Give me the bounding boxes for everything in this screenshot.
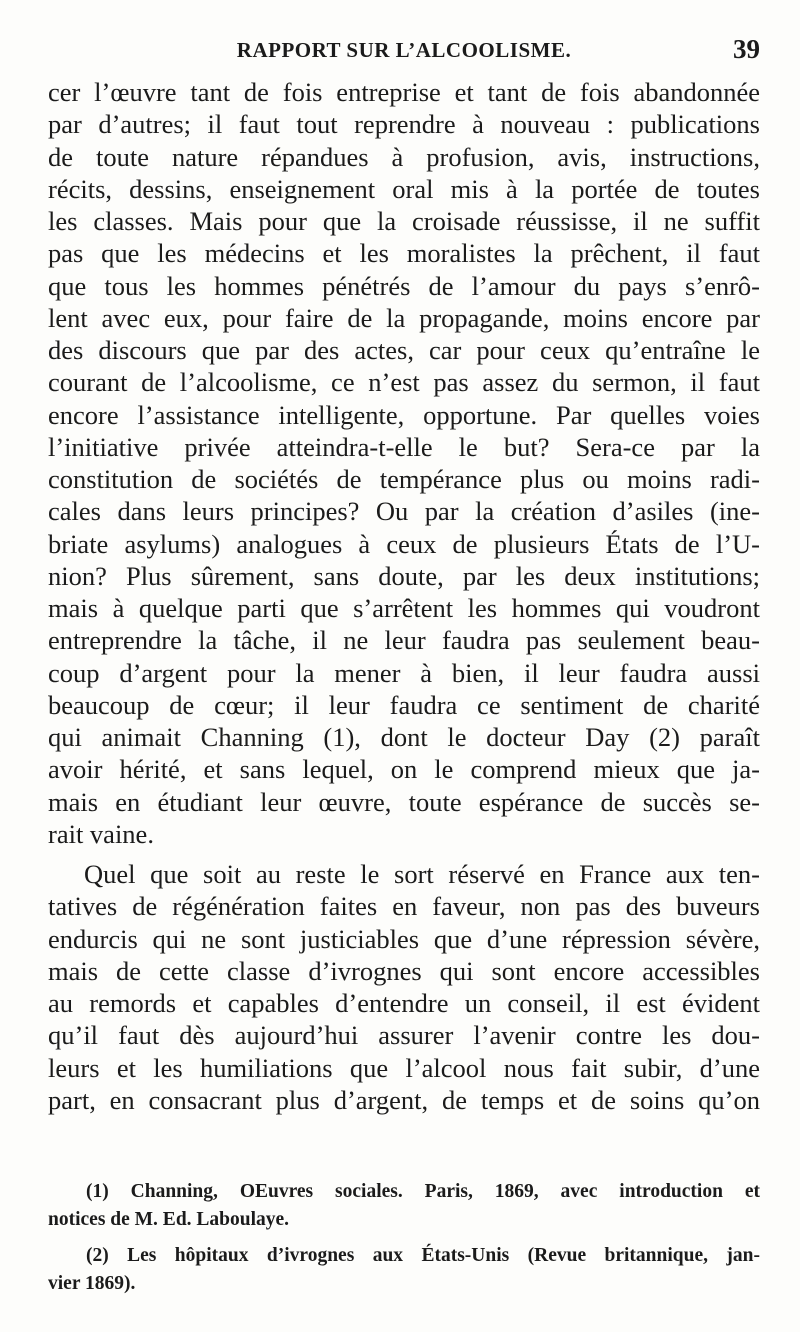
text-line: des discours que par des actes, car pour ceux qu’entraîne le bbox=[48, 335, 760, 365]
text-line: part, en consacrant plus d’argent, de temps et de soins qu’on bbox=[48, 1084, 760, 1115]
footnote-line: (2) Les hôpitaux d’ivrognes aux États-Unis (Revue britannique, jan- bbox=[86, 1245, 760, 1266]
running-title: RAPPORT SUR L’ALCOOLISME. bbox=[236, 38, 572, 62]
text-line: encore l’assistance intelligente, opportune. Par quelles voies bbox=[48, 399, 760, 430]
text-line: par d’autres; il faut tout reprendre à nouveau : publications bbox=[48, 109, 760, 140]
text-line: que tous les hommes pénétrés de l’amour du pays s’enrô- bbox=[48, 270, 760, 301]
text-line: récits, dessins, enseignement oral mis à la portée de toutes bbox=[48, 173, 760, 204]
text-line: mais à quelque parti que s’arrêtent les hommes qui voudront bbox=[48, 593, 760, 623]
page-number: 39 bbox=[733, 34, 760, 64]
text-line: avoir hérité, et sans lequel, on le comprend mieux que ja- bbox=[48, 754, 760, 785]
text-line: les classes. Mais pour que la croisade réussisse, il ne suffit bbox=[48, 206, 760, 236]
text-line: cales dans leurs principes? Ou par la création d’asiles (ine- bbox=[48, 496, 760, 527]
text-line: leurs et les humiliations que l’alcool nous fait subir, d’une bbox=[48, 1052, 760, 1083]
text-line: constitution de sociétés de tempérance plus ou moins radi- bbox=[48, 464, 760, 494]
text-line: de toute nature répandues à profusion, avis, instructions, bbox=[48, 141, 760, 172]
footnote-line: (1) Channing, OEuvres sociales. Paris, 1869, avec introduction et bbox=[86, 1181, 760, 1202]
text-line: endurcis qui ne sont justiciables que d’une répression sévère, bbox=[48, 923, 760, 954]
footnote-gap bbox=[48, 1234, 760, 1242]
text-line: pas que les médecins et les moralistes la prêchent, il faut bbox=[48, 238, 760, 269]
text-line: au remords et capables d’entendre un conseil, il est évident bbox=[48, 988, 760, 1018]
footnote-line: notices de M. Ed. Laboulaye. bbox=[48, 1209, 290, 1230]
main-text bbox=[48, 76, 760, 1116]
running-head bbox=[48, 34, 760, 68]
text-line: qu’il faut dès aujourd’hui assurer l’avenir contre les dou- bbox=[48, 1020, 760, 1051]
text-line: courant de l’alcoolisme, ce n’est pas assez du sermon, il faut bbox=[48, 367, 760, 398]
text-line: mais en étudiant leur œuvre, toute espérance de succès se- bbox=[48, 786, 760, 817]
paragraph-break bbox=[48, 850, 760, 858]
text-line: rait vaine. bbox=[48, 818, 154, 849]
text-line: coup d’argent pour la mener à bien, il leur faudra aussi bbox=[48, 657, 760, 688]
text-line: qui animait Channing (1), dont le docteur Day (2) paraît bbox=[48, 722, 760, 752]
text-line: tatives de régénération faites en faveur, non pas des buveurs bbox=[48, 891, 760, 922]
text-line: cer l’œuvre tant de fois entreprise et tant de fois abandonnée bbox=[48, 77, 760, 107]
text-line: l’initiative privée atteindra-t-elle le but? Sera-ce par la bbox=[48, 431, 760, 462]
text-line: beaucoup de cœur; il leur faudra ce sentiment de charité bbox=[48, 689, 760, 720]
text-line: nion? Plus sûrement, sans doute, par les deux institutions; bbox=[48, 560, 760, 591]
footnotes bbox=[48, 1178, 760, 1298]
text-line: Quel que soit au reste le sort réservé en France aux ten- bbox=[84, 859, 760, 889]
text-line: lent avec eux, pour faire de la propagande, moins encore par bbox=[48, 302, 760, 333]
text-line: briate asylums) analogues à ceux de plusieurs États de l’U- bbox=[48, 528, 760, 559]
text-line: mais de cette classe d’ivrognes qui sont encore accessibles bbox=[48, 955, 760, 986]
text-line: entreprendre la tâche, il ne leur faudra pas seulement beau- bbox=[48, 625, 760, 656]
footnote-line: vier 1869). bbox=[48, 1273, 136, 1294]
